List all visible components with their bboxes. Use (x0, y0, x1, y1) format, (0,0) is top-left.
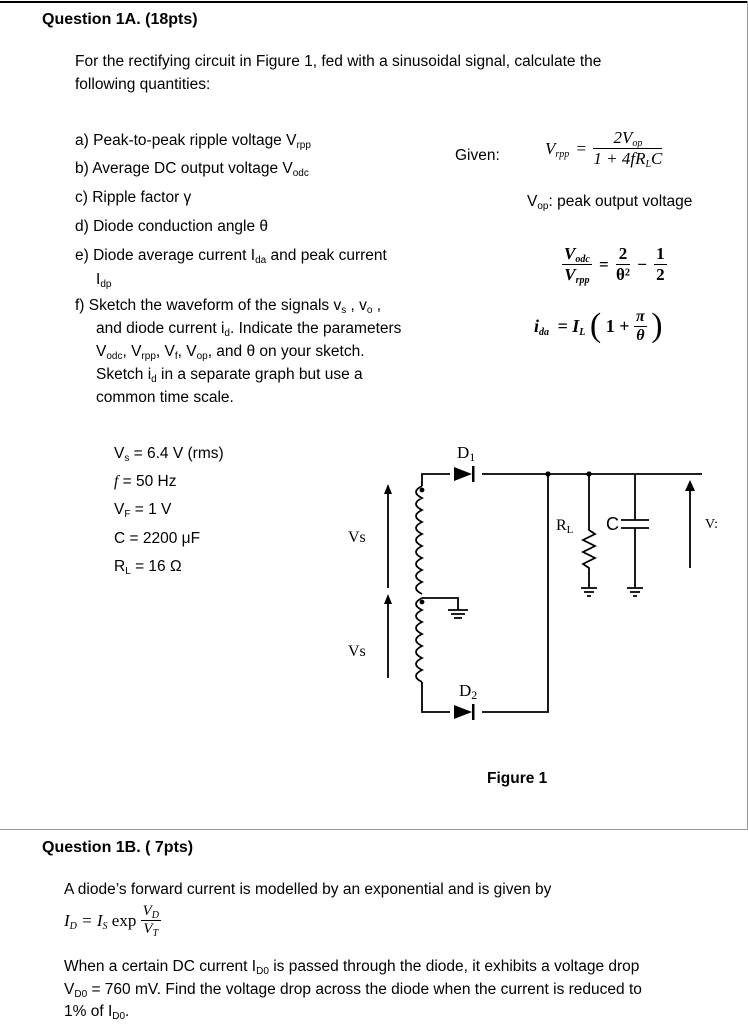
param-rl-r: R (114, 558, 126, 575)
center-tap-wire (422, 598, 458, 610)
eq-id-i: I (64, 910, 70, 930)
ripple-den-end: C (651, 149, 663, 168)
item-e-line2 (96, 270, 111, 290)
pi-num: π (635, 307, 645, 325)
q1b-line-1: A diode’s forward current is modelled by an exponential and is given by (64, 881, 552, 898)
item-a-label: a) (75, 132, 89, 149)
one-half (654, 244, 667, 285)
diode-equation (64, 903, 161, 938)
q1b-line-4 (64, 1002, 129, 1022)
one-plus: 1 + (605, 315, 630, 336)
conduction-formula (562, 244, 667, 285)
ripple-lhs-sub: rpp (555, 148, 570, 160)
param-rl-val: = 16 Ω (130, 558, 182, 575)
diode-d2-bar (472, 704, 475, 720)
param-c: C = 2200 μF (114, 530, 201, 547)
item-f-l3c: , V (155, 343, 175, 360)
item-a (75, 131, 311, 151)
vd-over-vt (141, 903, 161, 938)
eq-vt-sub: T (152, 928, 159, 939)
vs-arrowhead-upper (384, 484, 392, 494)
close-paren: ) (651, 307, 663, 344)
junction-dot (545, 471, 550, 476)
eq-is-i: = I (81, 910, 103, 930)
ripple-lhs (545, 139, 569, 159)
ida-i: i (534, 315, 540, 336)
param-rl-sub: L (125, 566, 131, 577)
vop-text: : peak output voltage (548, 193, 693, 210)
vrpp-v: V (564, 265, 576, 284)
eq-is (81, 911, 107, 931)
intro-line-1: For the rectifying circuit in Figure 1, fed with a sinusoidal signal, calculate the (75, 53, 602, 70)
param-vf-v: V (114, 501, 125, 518)
vop-v: V (527, 193, 538, 210)
theta-den: θ (636, 326, 645, 344)
vo-label: V: (705, 517, 718, 532)
conduction-minus: − (637, 254, 647, 274)
ripple-den-v: 1 + 4fR (593, 149, 646, 168)
vs-label-upper: Vs (348, 529, 366, 546)
eq-id-sub: D (69, 920, 77, 932)
q1b-l3s: D0 (74, 989, 88, 1000)
item-b-sub: odc (292, 168, 309, 179)
item-e-line2-text: I (96, 271, 101, 288)
q1b-line-3 (64, 980, 642, 1000)
vodc-vrpp-fraction (562, 244, 592, 285)
d1-label (457, 443, 475, 464)
ripple-den (593, 149, 662, 169)
item-f-l3s3: f (174, 351, 178, 362)
item-f-line1 (75, 296, 381, 316)
item-f-l3e: , and θ on your sketch. (207, 343, 365, 360)
q1b-l4a: 1% of I (64, 1003, 113, 1020)
eq-vd-sub: D (151, 910, 159, 921)
param-vs-sub: s (124, 453, 130, 464)
vs-label-lower: Vs (348, 643, 366, 660)
il-term (558, 316, 586, 337)
item-e (75, 246, 387, 266)
item-f-l4s: d (151, 374, 157, 385)
item-e-sub: da (255, 255, 267, 266)
q1b-l4b: . (125, 1003, 130, 1020)
ida-sub: da (539, 326, 550, 338)
vodc-sub: odc (575, 254, 590, 265)
item-a-text: Peak-to-peak ripple voltage V (93, 132, 297, 149)
winding-dot-lower (420, 600, 425, 605)
vrpp-den (562, 265, 592, 285)
item-d-text: Diode conduction angle θ (93, 218, 269, 235)
item-f-l3s2: rpp (141, 351, 156, 362)
item-e-label: e) (75, 247, 89, 264)
item-f-line1-end: , (372, 297, 382, 314)
il-eq: = I (557, 315, 580, 336)
ripple-den-sub: L (645, 159, 652, 170)
bottom-wire-right (482, 474, 548, 712)
bottom-wire-left (422, 682, 450, 712)
ripple-num (593, 128, 662, 149)
two-den: 2 (656, 265, 665, 284)
rl-label (556, 517, 574, 536)
item-f-l4a: Sketch i (96, 366, 152, 383)
item-f-line3 (96, 342, 365, 362)
item-f-line2 (96, 319, 401, 339)
intro-line-2: following quantities: (75, 76, 211, 93)
load-resistor (583, 474, 595, 588)
param-f-val: = 50 Hz (118, 473, 177, 490)
item-b-text: Average DC output voltage V (92, 160, 293, 177)
vop-sub: op (537, 201, 549, 212)
il-sub: L (579, 326, 586, 338)
d1-sub: 1 (469, 450, 476, 464)
winding-dot-upper (420, 488, 425, 493)
eq-vd-v: V (142, 903, 152, 919)
item-e-line2-sub: dp (100, 279, 112, 290)
item-f-l3s4: op (196, 351, 208, 362)
vs-arrowhead-lower (384, 594, 392, 604)
item-d-label: d) (75, 218, 89, 235)
ripple-num-v: 2V (613, 128, 633, 147)
vodc-v: V (564, 244, 576, 263)
junction-dot (586, 471, 591, 476)
vodc-num (562, 244, 592, 265)
item-f-l3d: , V (177, 343, 197, 360)
vop-definition (527, 192, 692, 212)
param-rl (114, 557, 182, 577)
two-over-theta-sq (616, 244, 630, 285)
q1b-l4s: D0 (112, 1011, 126, 1022)
eq-vd (141, 903, 161, 921)
eq-vt-v: V (143, 921, 153, 937)
param-vf-val: = 1 V (130, 501, 172, 518)
param-vs-v: V (114, 445, 125, 462)
q1b-l2a: When a certain DC current I (64, 958, 257, 975)
item-a-sub: rpp (296, 140, 311, 151)
eq-is-sub: S (102, 920, 108, 932)
eq-vt (141, 921, 161, 938)
ground-center (448, 610, 468, 618)
item-b (75, 159, 309, 179)
diode-d2-symbol (454, 705, 472, 719)
rl-letter: R (556, 517, 567, 534)
param-vf (114, 500, 171, 520)
eq-exp: exp (111, 910, 137, 930)
ground-rl (581, 588, 597, 596)
capacitor-plates (621, 520, 649, 528)
item-f-line2-sub: d (224, 328, 230, 339)
param-f (114, 472, 176, 492)
vrpp-sub: rpp (575, 275, 590, 286)
item-f-l3b: , V (122, 343, 142, 360)
item-f-line1-mid: , v (346, 297, 367, 314)
d2-sub: 2 (471, 688, 478, 702)
param-vs-val: = 6.4 V (rms) (129, 445, 224, 462)
ripple-lhs-v: V (545, 138, 556, 158)
item-f-sub-o: o (366, 305, 373, 316)
open-paren: ( (589, 307, 602, 344)
question-1b-title: Question 1B. ( 7pts) (42, 839, 194, 856)
q1b-l2b: is passed through the diode, it exhibits a voltage drop (268, 958, 640, 975)
figure-caption: Figure 1 (487, 770, 548, 787)
ground-cap (627, 588, 643, 596)
d2-letter: D (459, 681, 472, 700)
item-e-suffix: and peak current (266, 247, 387, 264)
item-e-text: Diode average current I (93, 247, 256, 264)
ida-lhs (534, 316, 549, 337)
item-f-line4 (96, 365, 363, 385)
section-divider (0, 829, 748, 830)
param-vs (114, 444, 224, 464)
given-label: Given: (455, 147, 500, 164)
vo-arrowhead (685, 480, 695, 491)
transformer-coil-lower (416, 598, 422, 682)
item-f-l3a: V (96, 343, 107, 360)
item-f-line1-text: Sketch the waveform of the signals v (88, 297, 342, 314)
question-1a-title: Question 1A. (18pts) (42, 11, 198, 28)
q1b-l3a: V (64, 981, 75, 998)
item-f-sub-s: s (341, 305, 347, 316)
c-label: C (606, 514, 619, 534)
d1-letter: D (457, 443, 470, 462)
item-c (75, 188, 191, 208)
param-vf-sub: F (124, 509, 131, 520)
ripple-eq: = (576, 138, 587, 158)
q1b-line-2 (64, 957, 639, 977)
diode-d1-symbol (454, 467, 472, 481)
item-f-label: f) (75, 297, 85, 314)
transformer-coil-upper (416, 486, 422, 594)
q1b-l2s: D0 (256, 966, 269, 977)
ripple-fraction (593, 128, 662, 169)
ripple-formula (545, 128, 662, 169)
item-f-line5: common time scale. (96, 389, 234, 406)
rl-sub: L (566, 524, 574, 536)
eq-id (64, 911, 77, 931)
param-f-sym: f (114, 473, 119, 490)
conduction-eq: = (599, 254, 609, 274)
one-num: 1 (656, 244, 665, 263)
item-c-text: Ripple factor γ (92, 189, 192, 206)
top-border (0, 1, 748, 3)
ripple-num-sub: op (632, 138, 643, 149)
item-f-l4b: in a separate graph but use a (156, 366, 363, 383)
q1b-l3b: = 760 mV. Find the voltage drop across the diode when the current is reduced to (87, 981, 642, 998)
theta-sq-den: θ² (615, 265, 630, 284)
rectifier-circuit-figure (330, 438, 730, 768)
pi-over-theta (634, 308, 647, 345)
top-wire-left (422, 474, 450, 486)
item-f-line2-text: and diode current i (96, 320, 225, 337)
d2-label (459, 681, 477, 702)
item-f-line2-end: . Indicate the parameters (229, 320, 402, 337)
item-d (75, 217, 268, 237)
item-b-label: b) (75, 160, 89, 177)
two-num: 2 (616, 244, 630, 265)
item-f-l3s1: odc (106, 351, 123, 362)
diode-d1-bar (472, 466, 475, 482)
current-formula (534, 307, 663, 345)
item-c-label: c) (75, 189, 88, 206)
